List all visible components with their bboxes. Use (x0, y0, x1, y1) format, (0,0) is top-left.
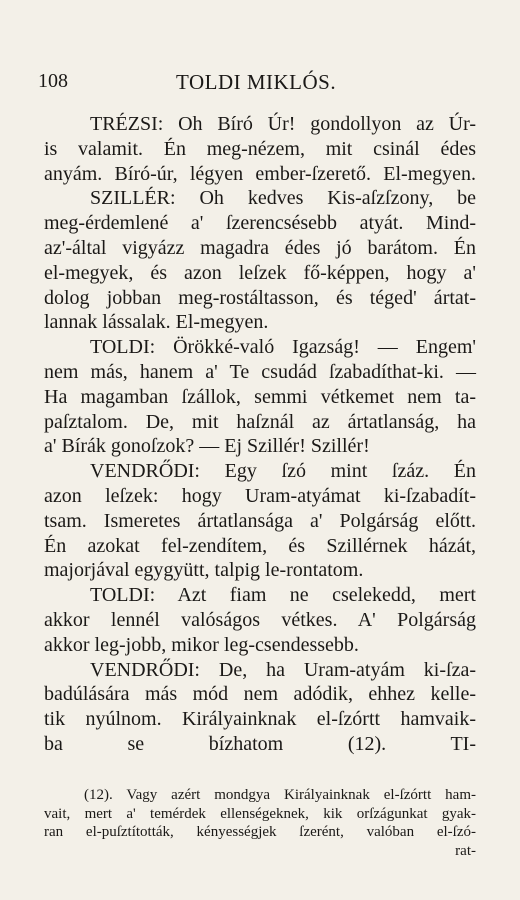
footnote-line: vait, mert a' temérdek ellenségeknek, kik orſzágunkat gyak- (44, 805, 476, 822)
footnote (44, 786, 476, 860)
text-line: az'-által vigyázz magadra édes jó barátom. Én (44, 236, 476, 259)
text-line: majorjával egygyütt, talpig le-rontatom. (44, 559, 364, 582)
text-line: akkor lennél valóságos vétkes. A' Polgárság (44, 608, 476, 631)
text-line: VENDRŐDI: De, ha Uram-atyám ki-ſza- (90, 658, 476, 681)
body-text (44, 112, 476, 757)
text-line: SZILLÉR: Oh kedves Kis-aſzſzony, be (90, 187, 476, 210)
text-line: nem más, hanem a' Te csudád ſzabadíthat-ki. — (44, 360, 476, 383)
text-line: is valamit. Én meg-nézem, mit csinál édes (44, 137, 476, 160)
text-line: azon leſzek: hogy Uram-atyámat ki-ſzabadít- (44, 484, 476, 507)
text-line: Ha magamban ſzállok, semmi vétkemet nem ta- (44, 385, 476, 408)
text-line: dolog jobban meg-rostáltasson, és téged' ártat- (44, 286, 476, 309)
text-line: TRÉZSI: Oh Bíró Úr! gondollyon az Úr- (90, 113, 476, 135)
text-line: tik nyúlnom. Királyainknak el-ſzórtt hamvaik- (44, 708, 476, 731)
text-line: lannak lássalak. El-megyen. (44, 311, 269, 334)
footnote-line: rat- (455, 842, 476, 859)
page-header (38, 70, 480, 96)
text-line: el-megyek, és azon leſzek fő-képpen, hogy a' (44, 261, 476, 284)
text-line: paſztalom. De, mit haſznál az ártatlanság, ha (44, 410, 476, 433)
text-line: VENDRŐDI: Egy ſzó mint ſzáz. Én (90, 460, 476, 483)
running-title: TOLDI MIKLÓS. (176, 70, 337, 94)
footnote-line: ran el-puſztították, kényességjek ſzerént, valóban el-ſzó- (44, 824, 476, 840)
text-line: TOLDI: Örökké-való Igazság! — Engem' (90, 336, 476, 359)
text-line: tsam. Ismeretes ártatlansága a' Polgárság előtt. (44, 509, 476, 532)
page-number: 108 (38, 70, 68, 92)
text-line: TOLDI: Azt fiam ne cselekedd, mert (90, 584, 476, 607)
text-line: anyám. Bíró-úr, légyen ember-ſzerető. El-megyen. (44, 162, 476, 185)
text-line: badúlására más mód nem adódik, ehhez kelle- (44, 683, 476, 706)
text-line: meg-érdemlené a' ſzerencsésebb atyát. Mind- (44, 212, 476, 235)
text-line: akkor leg-jobb, mikor leg-csendessebb. (44, 633, 359, 656)
footnote-line: (12). Vagy azért mondgya Királyainknak el-ſzórtt ham- (84, 787, 476, 803)
text-line: ba se bízhatom (12). TI- (44, 732, 476, 755)
text-line: a' Bírák gonoſzok? — Ej Szillér! Szillér! (44, 435, 370, 458)
text-line: Én azokat fel-zendítem, és Szillérnek házát, (44, 534, 476, 557)
